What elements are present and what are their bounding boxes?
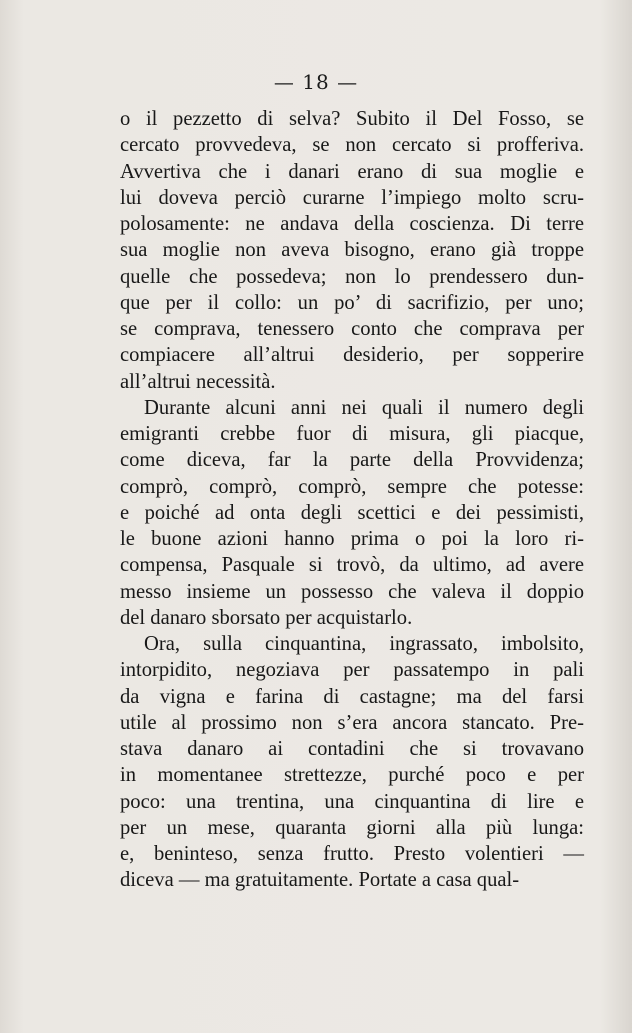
text-line: polosamente: ne andava della coscienza. Di terre	[120, 213, 584, 235]
text-line: cercato provvedeva, se non cercato si profferiva.	[120, 134, 584, 157]
text-line: se comprava, tenessero conto che comprava per	[120, 318, 584, 340]
text-line: que per il collo: un po’ di sacrifizio, per uno;	[120, 291, 584, 314]
text-line: messo insieme un possesso che valeva il doppio	[120, 580, 584, 603]
text-line: per un mese, quaranta giorni alla più lunga:	[120, 816, 584, 839]
text-line: le buone azioni hanno prima o poi la loro ri-	[120, 528, 584, 550]
text-line: comprò, comprò, comprò, sempre che potesse:	[120, 475, 584, 498]
paragraph	[120, 106, 584, 395]
text-line: in momentanee strettezze, purché poco e per	[120, 764, 584, 787]
text-line: e poiché ad onta degli scettici e dei pessimisti,	[120, 501, 584, 524]
page-text	[120, 106, 584, 894]
text-line: come diceva, far la parte della Provvidenza;	[120, 449, 584, 472]
text-line: stava danaro ai contadini che si trovavano	[120, 738, 584, 760]
text-line: poco: una trentina, una cinquantina di lire e	[120, 790, 584, 813]
text-line: utile al prossimo non s’era ancora stancato. Pre-	[120, 711, 584, 734]
text-line: compensa, Pasquale si trovò, da ultimo, ad avere	[120, 554, 584, 577]
text-line: e, beninteso, senza frutto. Presto volentieri —	[120, 843, 584, 865]
text-line: intorpidito, negoziava per passatempo in pali	[120, 659, 584, 682]
text-line: Ora, sulla cinquantina, ingrassato, imbolsito,	[144, 633, 584, 655]
text-line: del danaro sborsato per acquistarlo.	[120, 606, 413, 629]
paragraph	[120, 631, 584, 894]
text-line: lui doveva perciò curarne l’impiego molto scru-	[120, 186, 584, 209]
text-line: Durante alcuni anni nei quali il numero degli	[144, 396, 584, 419]
text-line: o il pezzetto di selva? Subito il Del Fosso, se	[120, 108, 584, 130]
text-line: sua moglie non aveva bisogno, erano già troppe	[120, 239, 584, 262]
text-line: compiacere all’altrui desiderio, per sopperire	[120, 344, 584, 367]
page-number: — 18 —	[273, 70, 359, 94]
text-line: diceva — ma gratuitamente. Portate a casa qual-	[120, 869, 520, 892]
text-line: quelle che possedeva; non lo prendessero dun-	[120, 265, 584, 288]
text-line: all’altrui necessità.	[120, 370, 276, 393]
paragraph	[120, 395, 584, 631]
text-line: Avvertiva che i danari erano di sua moglie e	[120, 160, 584, 183]
text-line: emigranti crebbe fuor di misura, gli piacque,	[120, 423, 584, 445]
text-line: da vigna e farina di castagne; ma del farsi	[120, 685, 584, 708]
